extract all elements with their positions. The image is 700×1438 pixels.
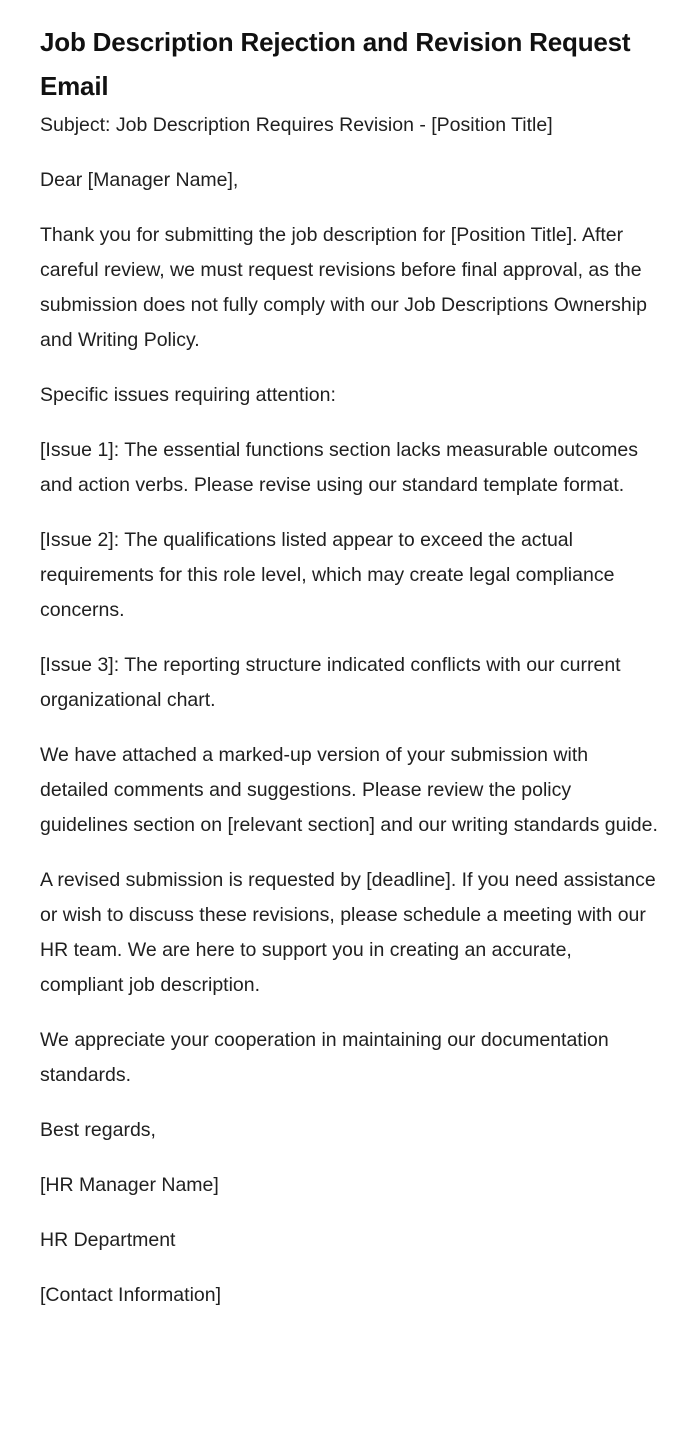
signature-name: [HR Manager Name] <box>40 1174 219 1196</box>
issues-heading: Specific issues requiring attention: <box>40 384 336 406</box>
deadline-paragraph: A revised submission is requested by [deadline]. If you need assistance or wish to discuss these revisions, please schedule a meeting with our HR team. We are here to support you in creating an accurate, compliant job description. <box>40 869 656 996</box>
issue-item: [Issue 2]: The qualifications listed appear to exceed the actual requirements for this role level, which may create legal compliance concerns. <box>40 529 615 621</box>
email-greeting: Dear [Manager Name], <box>40 169 239 191</box>
attachment-paragraph: We have attached a marked-up version of your submission with detailed comments and suggestions. Please review the policy guidelines section on [relevant section] and our writing standards guide. <box>40 744 658 836</box>
signature-contact: [Contact Information] <box>40 1284 222 1306</box>
issue-item: [Issue 1]: The essential functions section lacks measurable outcomes and action verbs. Please revise using our standard template format. <box>40 439 638 496</box>
document-title: Job Description Rejection and Revision Request Email <box>40 27 631 101</box>
issue-item: [Issue 3]: The reporting structure indicated conflicts with our current organizational chart. <box>40 654 621 711</box>
appreciation-paragraph: We appreciate your cooperation in maintaining our documentation standards. <box>40 1029 609 1086</box>
email-subject: Subject: Job Description Requires Revision - [Position Title] <box>40 114 553 136</box>
email-closing: Best regards, <box>40 1119 156 1141</box>
intro-paragraph: Thank you for submitting the job description for [Position Title]. After careful review, we must request revisions before final approval, as the submission does not fully comply with our Job Descriptions Ownership and Writing Policy. <box>40 224 647 351</box>
signature-department: HR Department <box>40 1229 176 1251</box>
